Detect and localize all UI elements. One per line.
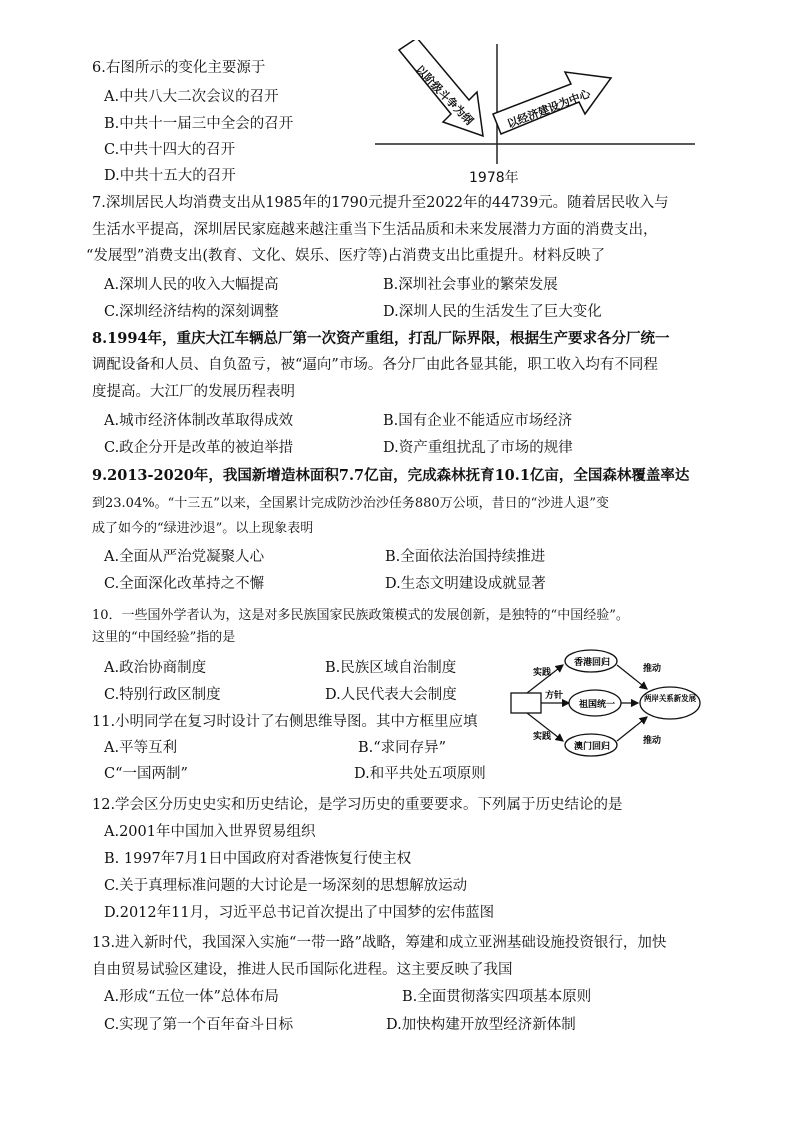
q7-stem-line1: 7.深圳居民人均消费支出从1985年的1790元提升至2022年的44739元。随着居民收入与: [92, 195, 669, 211]
q6-figure-left-text: 以阶级斗争为纲: [412, 63, 476, 128]
q7-stem-line2: 生活水平提高，深圳居民家庭越来越注重当下生活品质和未来发展潜力方面的消费支出，: [92, 222, 658, 238]
q10-option-a: A.政治协商制度: [104, 660, 207, 676]
q12-option-a: A.2001年中国加入世界贸易组织: [104, 824, 316, 840]
q6-option-a: A.中共八大二次会议的召开: [104, 89, 279, 105]
q7-option-d: D.深圳人民的生活发生了巨大变化: [383, 304, 602, 320]
q8-stem-line2: 调配设备和人员、自负盈亏，被“逼向”市场。各分厂由此各显其能，职工收入均有不同程: [92, 357, 658, 373]
q6-figure-arrows: [375, 40, 705, 188]
q6-option-c: C.中共十四大的召开: [104, 142, 236, 158]
q11-mindmap-hongkong-text: 香港回归: [574, 658, 611, 668]
q10-option-b: B.民族区域自治制度: [325, 660, 457, 676]
q6-figure-year: 1978年: [469, 170, 519, 186]
q7-option-b: B.深圳社会事业的繁荣发展: [383, 277, 558, 293]
q8-stem-line1: 8.1994年，重庆大江车辆总厂第一次资产重组，打乱厂际界限，根据生产要求各分厂统一: [92, 330, 670, 347]
q8-option-b: B.国有企业不能适应市场经济: [383, 413, 573, 429]
q10-option-c: C.特别行政区制度: [104, 687, 221, 703]
q10-stem-line1: 10．一些国外学者认为，这是对多民族国家民族政策模式的发展创新，是独特的“中国经验”。: [92, 608, 629, 623]
q13-stem-line1: 13.进入新时代，我国深入实施“一带一路”战略，筹建和成立亚洲基础设施投资银行，加快: [92, 935, 667, 951]
q8-option-c: C.政企分开是改革的被迫举措: [104, 440, 294, 456]
q11-mindmap-tuidong-top: 推动: [643, 664, 662, 674]
q12-option-c: C.关于真理标准问题的大讨论是一场深刻的思想解放运动: [104, 878, 468, 894]
q11-mindmap-goal: [640, 687, 700, 719]
q10-option-d: D.人民代表大会制度: [325, 687, 457, 703]
q9-stem-line1: 9.2013-2020年，我国新增造林面积7.7亿亩，完成森林抚育10.1亿亩，全国森林覆盖率达: [92, 467, 690, 484]
q11-mindmap-macao-text: 澳门回归: [574, 742, 611, 752]
q12-option-b: B. 1997年7月1日中国政府对香港恢复行使主权: [104, 851, 412, 867]
q13-option-b: B.全面贯彻落实四项基本原则: [402, 989, 592, 1005]
q11-mindmap-tuidong-bottom: 推动: [643, 736, 662, 746]
q11-option-c: C“一国两制”: [104, 766, 188, 782]
q6-figure-right-text: 以经济建设为中心: [505, 87, 593, 131]
q11-stem: 11.小明同学在复习时设计了右侧思维导图。其中方框里应填: [92, 714, 478, 730]
q8-option-a: A.城市经济体制改革取得成效: [104, 413, 294, 429]
q6-option-b: B.中共十一届三中全会的召开: [104, 116, 294, 132]
q9-option-c: C.全面深化改革持之不懈: [104, 576, 265, 592]
q11-option-b: B.“求同存异”: [358, 740, 447, 756]
q11-mindmap-goal-text: 两岸关系新发展: [644, 694, 700, 703]
q11-mindmap-blank-box: [511, 693, 541, 713]
q11-mindmap-fangzhen: 方针: [545, 691, 564, 701]
q7-option-a: A.深圳人民的收入大幅提高: [104, 277, 279, 293]
q9-stem-line3: 成了如今的“绿进沙退”。以上现象表明: [92, 521, 314, 536]
q11-option-a: A.平等互利: [104, 740, 178, 756]
q13-option-d: D.加快构建开放型经济新体制: [386, 1017, 576, 1033]
q9-stem-line2: 到23.04%。“十三五”以来，全国累计完成防沙治沙任务880万公顷，昔日的“沙进人退”变: [92, 496, 609, 511]
q8-stem-line3: 度提高。大江厂的发展历程表明: [92, 384, 295, 400]
q13-option-a: A.形成“五位一体”总体布局: [104, 989, 279, 1005]
q7-option-c: C.深圳经济结构的深刻调整: [104, 304, 279, 320]
q9-option-a: A.全面从严治党凝聚人心: [104, 549, 265, 565]
q6-figure-right-arrow: [493, 72, 611, 134]
q11-mindmap-center-text: 祖国统一: [579, 700, 616, 710]
q6-stem: 6.右图所示的变化主要源于: [92, 60, 266, 76]
q9-option-b: B.全面依法治国持续推进: [385, 549, 546, 565]
q12-option-d: D.2012年11月，习近平总书记首次提出了中国梦的宏伟蓝图: [104, 905, 495, 921]
q9-option-d: D.生态文明建设成就显著: [385, 576, 546, 592]
q10-stem-line2: 这里的“中国经验”指的是: [92, 630, 236, 645]
q7-stem-line3: “发展型”消费支出(教育、文化、娱乐、医疗等)占消费支出比重提升。材料反映了: [86, 248, 606, 264]
q13-stem-line2: 自由贸易试验区建设，推进人民币国际化进程。这主要反映了我国: [92, 962, 513, 978]
q11-option-d: D.和平共处五项原则: [354, 766, 486, 782]
q8-option-d: D.资产重组扰乱了市场的规律: [383, 440, 573, 456]
q6-figure-left-arrow: [399, 40, 483, 136]
q12-stem: 12.学会区分历史史实和历史结论，是学习历史的重要要求。下列属于历史结论的是: [92, 797, 623, 813]
q13-option-c: C.实现了第一个百年奋斗日标: [104, 1017, 294, 1033]
q11-mindmap-shijian-bottom: 实践: [533, 732, 552, 742]
q11-mindmap: [505, 645, 705, 757]
q11-mindmap-shijian-top: 实践: [533, 668, 552, 678]
q6-option-d: D.中共十五大的召开: [104, 168, 236, 184]
